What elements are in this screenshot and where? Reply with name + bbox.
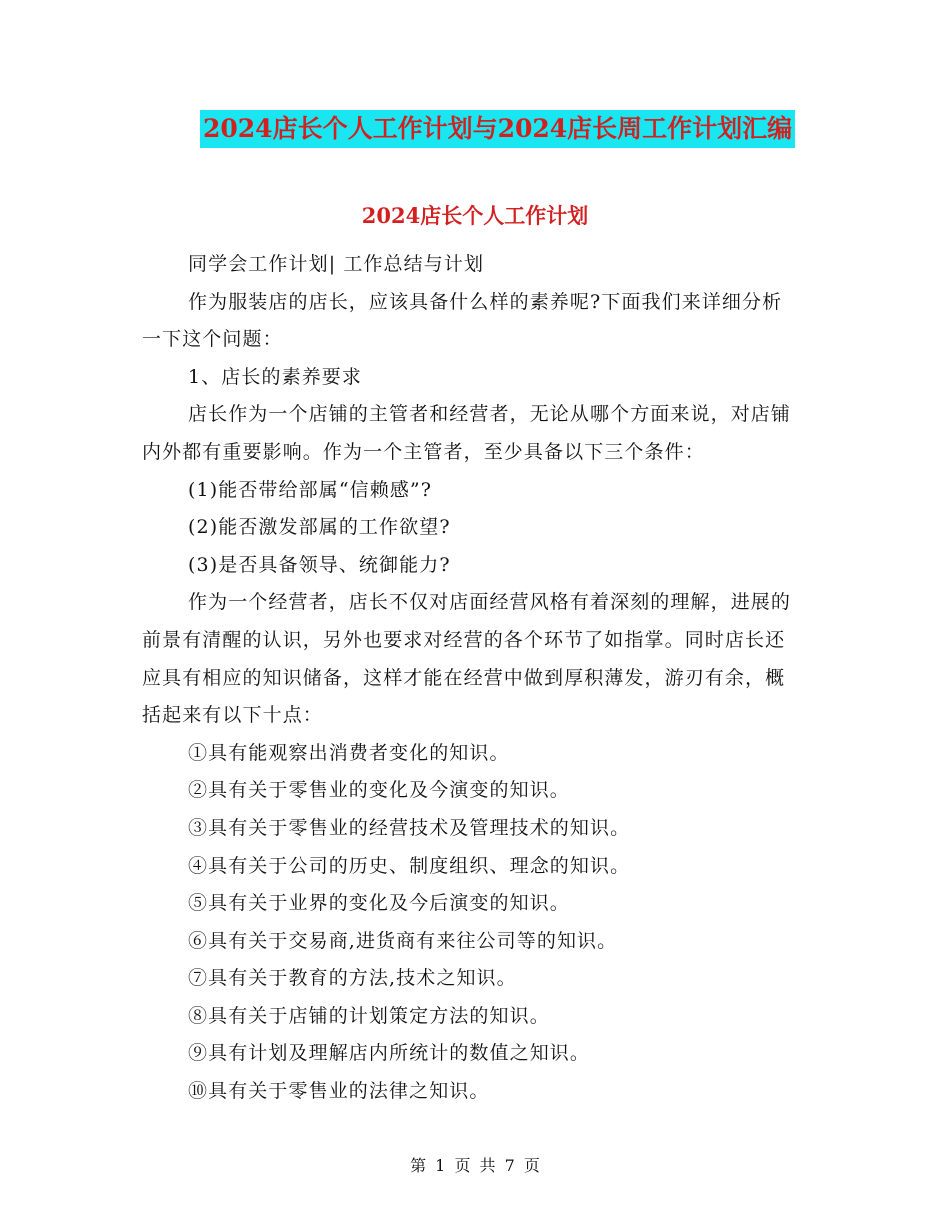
knowledge-list-item: ①具有能观察出消费者变化的知识。 <box>188 741 510 764</box>
paragraph-intro: 作为服装店的店长，应该具备什么样的素养呢?下面我们来详细分析一下这个问题： <box>142 290 783 351</box>
document-body <box>142 246 802 1111</box>
condition-item: (2)能否激发部属的工作欲望? <box>188 516 451 539</box>
knowledge-list-item: ③具有关于零售业的经营技术及管理技术的知识。 <box>188 816 631 839</box>
section-title: 2024店长个人工作计划 <box>361 203 589 228</box>
page-number-footer: 第 1 页 共 7 页 <box>410 1156 540 1175</box>
paragraph-reference-line: 同学会工作计划| 工作总结与计划 <box>188 253 485 275</box>
knowledge-list-item: ⑨具有计划及理解店内所统计的数值之知识。 <box>188 1042 591 1065</box>
knowledge-list-item: ⑦具有关于教育的方法,技术之知识。 <box>188 967 517 990</box>
knowledge-list-item: ⑩具有关于零售业的法律之知识。 <box>188 1080 490 1103</box>
document-title: 2024店长个人工作计划与2024店长周工作计划汇编 <box>200 110 795 148</box>
knowledge-list-item: ⑥具有关于交易商,进货商有来往公司等的知识。 <box>188 929 618 952</box>
condition-item: (3)是否具备领导、统御能力? <box>188 553 451 576</box>
knowledge-list-item: ②具有关于零售业的变化及今演变的知识。 <box>188 779 570 802</box>
knowledge-list-item: ④具有关于公司的历史、制度组织、理念的知识。 <box>188 854 631 877</box>
heading-requirements: 1、店长的素养要求 <box>188 365 362 388</box>
paragraph-operator-role: 作为一个经营者，店长不仅对店面经营风格有着深刻的理解，进展的前景有清醒的认识，另外也要求对经营的各个环节了如指掌。同时店长还应具有相应的知识储备，这样才能在经营中做到厚积薄发，游刃有余，概括起来有以下十点： <box>142 591 792 727</box>
knowledge-list-item: ⑤具有关于业界的变化及今后演变的知识。 <box>188 892 570 915</box>
condition-item: (1)能否带给部属“信赖感”? <box>188 478 433 501</box>
paragraph-manager-role: 店长作为一个店铺的主管者和经营者，无论从哪个方面来说，对店铺内外都有重要影响。作为一个主管者，至少具备以下三个条件： <box>142 403 792 463</box>
knowledge-list-item: ⑧具有关于店铺的计划策定方法的知识。 <box>188 1004 550 1027</box>
